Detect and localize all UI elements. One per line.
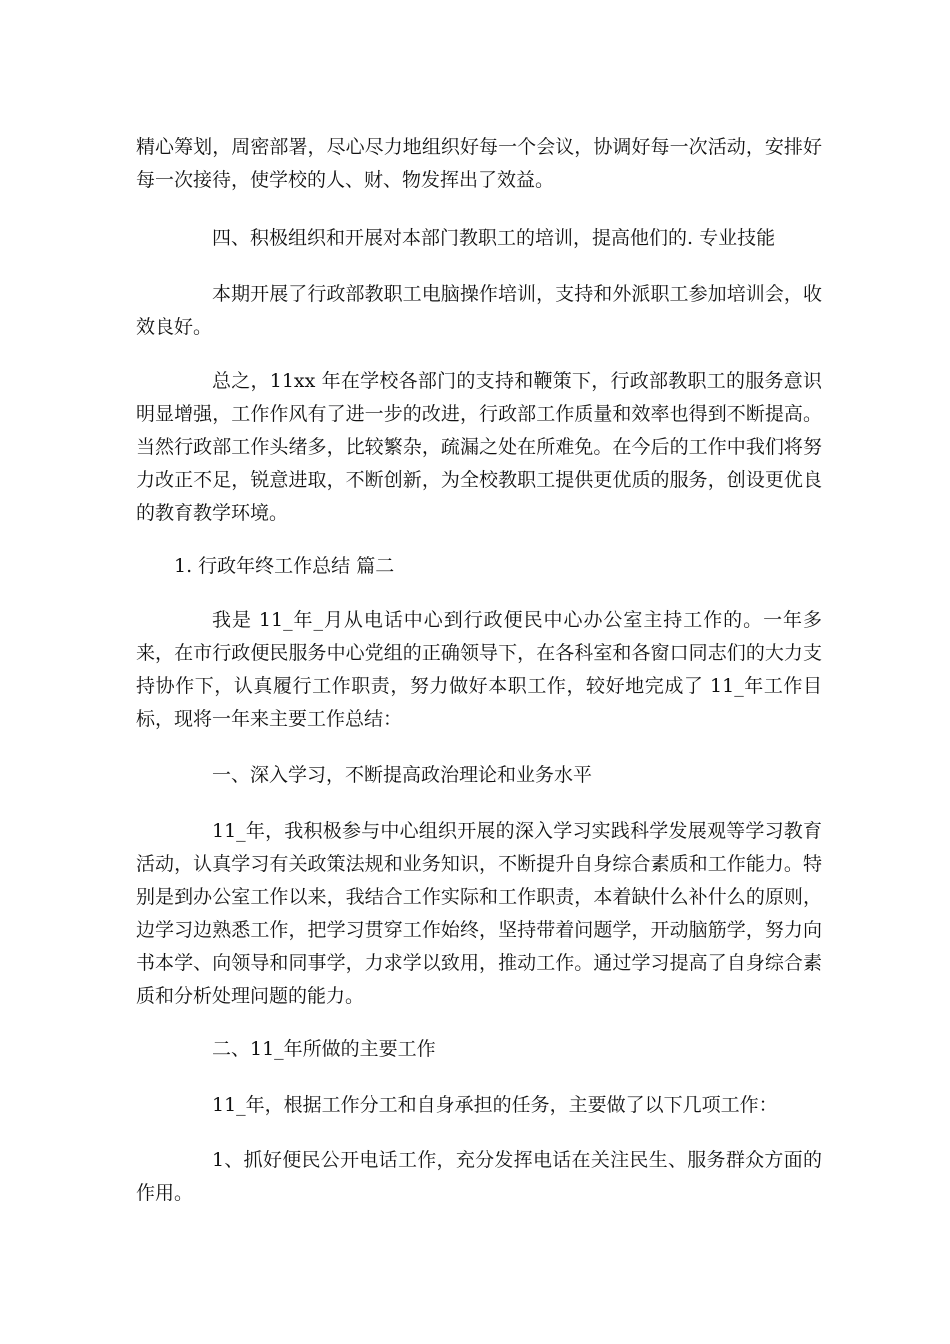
paragraph-introduction: 我是 11_年_月从电话中心到行政便民中心办公室主持工作的。一年多来，在市行政便民服务中心党组的正确领导下，在各科室和各窗口同志们的大力支持协作下，认真履行工作职责，努力做好本职工作，较好地完成了 11_年工作目标，现将一年来主要工作总结： — [136, 609, 822, 730]
heading-main-work: 二、11_年所做的主要工作 — [212, 1038, 436, 1060]
paragraph-phone-work: 1、抓好便民公开电话工作，充分发挥电话在关注民生、服务群众方面的作用。 — [136, 1149, 822, 1204]
paragraph-training: 本期开展了行政部教职工电脑操作培训，支持和外派职工参加培训会，收效良好。 — [136, 283, 822, 338]
section-title-part-two: 1. 行政年终工作总结 篇二 — [174, 555, 395, 577]
paragraph-study: 11_年，我积极参与中心组织开展的深入学习实践科学发展观等学习教育活动，认真学习有关政策法规和业务知识，不断提升自身综合素质和工作能力。特别是到办公室工作以来，我结合工作实际和工作职责，本着缺什么补什么的原则，边学习边熟悉工作，把学习贯穿工作始终，坚持带着问题学，开动脑筋学，努力向书本学、向领导和同事学，力求学以致用，推动工作。通过学习提高了自身综合素质和分析处理问题的能力。 — [136, 820, 822, 1007]
paragraph-summary: 总之，11xx 年在学校各部门的支持和鞭策下，行政部教职工的服务意识明显增强，工作作风有了进一步的改进，行政部工作质量和效率也得到不断提高。当然行政部工作头绪多，比较繁杂，疏漏之处在所难免。在今后的工作中我们将努力改正不足，锐意进取，不断创新，为全校教职工提供更优质的服务，创设更优良的教育教学环境。 — [136, 370, 822, 524]
paragraph-efficiency: 精心筹划，周密部署，尽心尽力地组织好每一个会议，协调好每一次活动，安排好每一次接待，使学校的人、财、物发挥出了效益。 — [136, 136, 822, 191]
paragraph-main-work: 11_年，根据工作分工和自身承担的任务，主要做了以下几项工作： — [212, 1094, 778, 1116]
heading-training: 四、积极组织和开展对本部门教职工的培训，提高他们的. 专业技能 — [212, 227, 776, 249]
heading-study: 一、深入学习，不断提高政治理论和业务水平 — [212, 764, 593, 786]
